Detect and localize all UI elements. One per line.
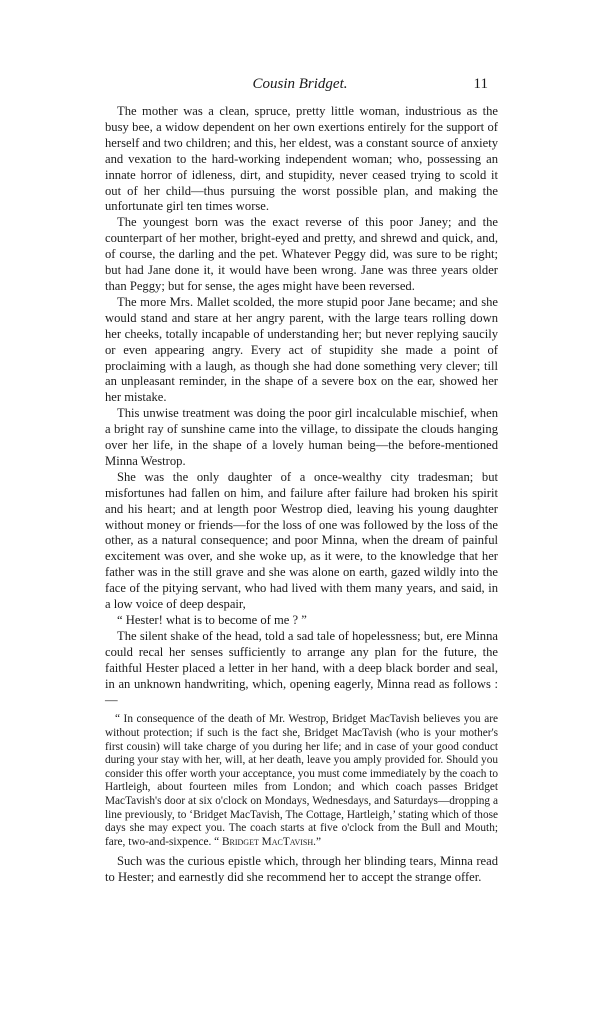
letter-text: [105, 713, 498, 849]
paragraph: She was the only daughter of a once-wealthy city tradesman; but misfortunes had fallen on him, and failure after failure had broken his spirit and his heart; and at length poor Westrop died, leaving his young daughter without money or friends—for the loss of one was followed by the loss of the other, as a natural consequence; and poor Minna, when the dream of painful excitement was over, and she woke up, as it were, to the knowledge that her father was in the still grave and she was alone on earth, gazed wildly into the face of the pitying servant, who had lived with them many years, and said, in a low voice of deep despair,: [105, 469, 498, 612]
paragraph: The more Mrs. Mallet scolded, the more stupid poor Jane became; and she would stand and stare at her angry parent, with the large tears rolling down her cheeks, totally incapable of understanding her; but never replying saucily or even appearing angry. Every act of stupidity she made a point of proclaiming with a laugh, as though she had done something very clever; till an unpleasant reminder, in the shape of a severe box on the ear, showed her her mistake.: [105, 294, 498, 405]
page-header: [0, 76, 600, 98]
body-text: [105, 104, 498, 886]
quoted-speech: “ Hester! what is to become of me ? ”: [117, 613, 307, 627]
running-title: Cousin Bridget.: [252, 76, 348, 92]
closing-paragraph: Such was the curious epistle which, through her blinding tears, Minna read to Hester; and earnestly did she recommend her to accept the strange offer.: [105, 854, 498, 885]
letter-body: “ In consequence of the death of Mr. Westrop, Bridget MacTavish believes you are without protection; if such is the fact she, Bridget MacTavish (who is your mother's first cousin) will take charge of you during her life; and in case of your good conduct during your stay with her, will, at her death, leave you amply provided for. Should you consider this offer worth your acceptance, you must come immediately by the coach to Hartleigh, about fourteen miles from London; and which coach passes Bridget MacTavish's door at six o'clock on Mondays, Wednesdays, and Saturdays—dropping a line previously, to ‘Bridget MacTavish, The Cottage, Hartleigh,’ stating which of those days she may expect you. The coach starts at five o'clock from the Bull and Mouth; fare, two-and-sixpence.: [105, 713, 498, 848]
letter-signature: “ Bridget MacTavish.”: [214, 835, 321, 848]
paragraph: The youngest born was the exact reverse of this poor Janey; and the counterpart of her mother, bright-eyed and pretty, and shrewd and quick, and, of course, the darling and the pet. Whatever Peggy did, was sure to be right; but had Jane done it, it would have been wrong. Jane was three years older than Peggy; but for sense, the ages might have been reversed.: [105, 215, 498, 293]
letter-block: [105, 713, 498, 849]
paragraph: The silent shake of the head, told a sad tale of hopelessness; but, ere Minna could recal her senses sufficiently to arrange any plan for the future, the faithful Hester placed a letter in her hand, with a deep black border and seal, in an unknown handwriting, which, opening eagerly, Minna read as follows :—: [105, 628, 498, 707]
paragraph: The mother was a clean, spruce, pretty little woman, industrious as the busy bee, a widow dependent on her own exertions entirely for the support of herself and two children; and this, her eldest, was a constant source of anxiety and vexation to the hard-working independent woman; who, possessing an innate horror of idleness, dirt, and stupidity, never ceased trying to scold it out of her child—thus pursuing the worst possible plan, and making the unfortunate girl ten times worse.: [105, 104, 498, 214]
page-number: 11: [473, 76, 488, 92]
paragraph: This unwise treatment was doing the poor girl incalculable mischief, when a bright ray of sunshine came into the village, to dissipate the clouds hanging over her life, in the shape of a lovely human being—the before-mentioned Minna Westrop.: [105, 406, 498, 468]
